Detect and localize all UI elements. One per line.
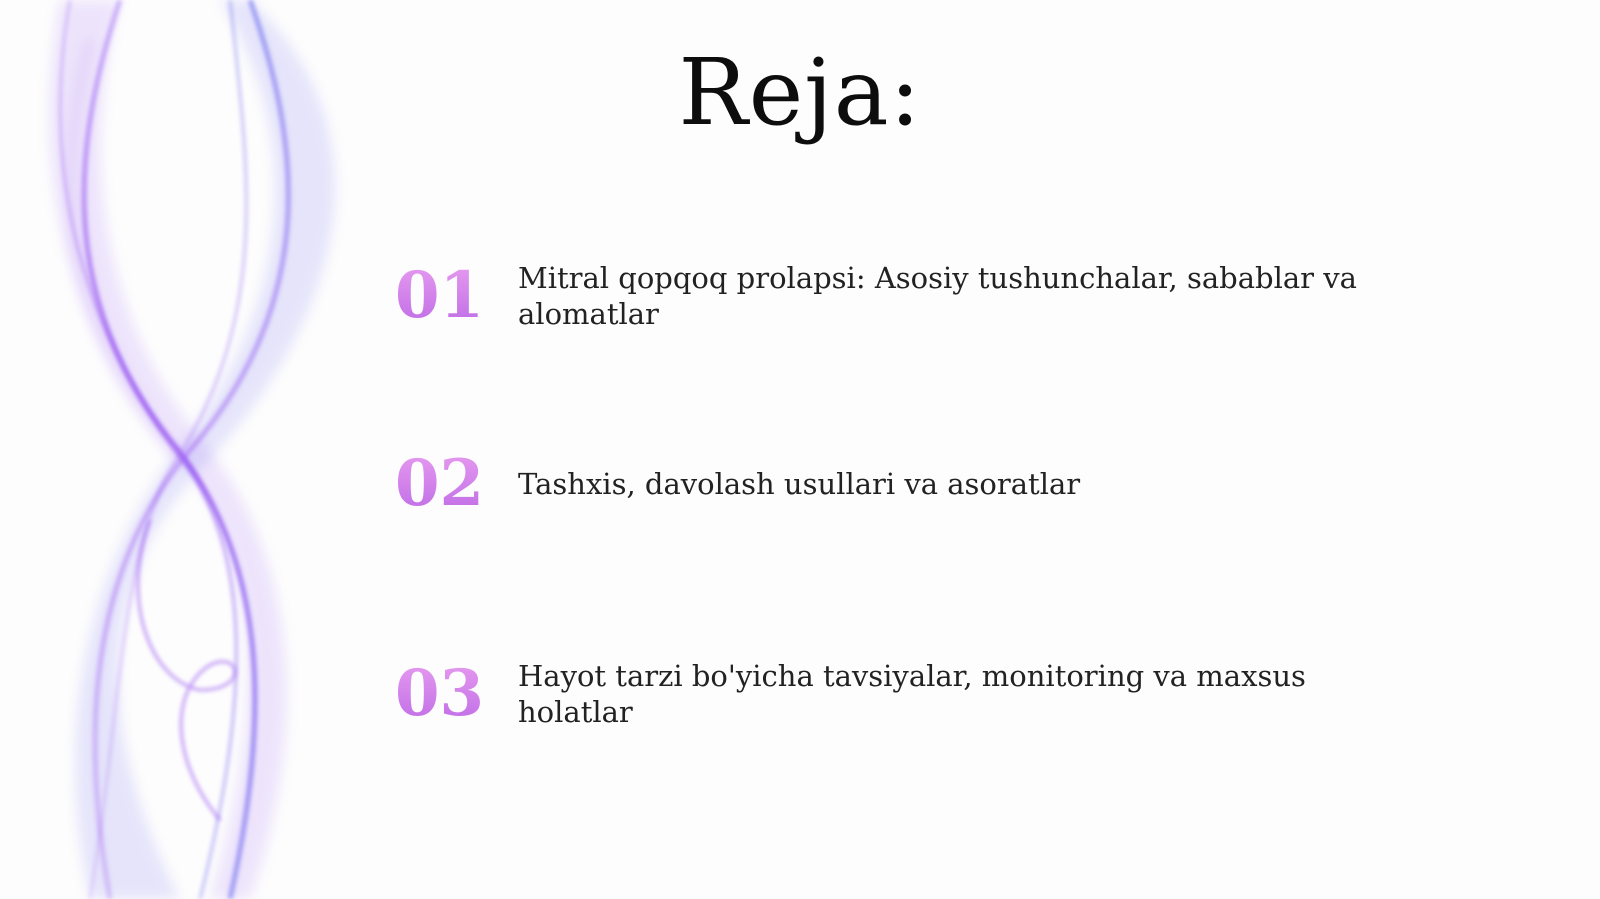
page-title: Reja: <box>678 39 922 146</box>
list-item <box>395 658 1545 730</box>
list-item <box>395 446 1545 521</box>
list-item <box>395 260 1545 332</box>
item-number: 02 <box>395 452 518 516</box>
item-text: Mitral qopqoq prolapsi: Asosiy tushunchalar, sabablar va alomatlar <box>518 261 1357 331</box>
item-text: Tashxis, davolash usullari va asoratlar <box>518 467 1081 501</box>
item-number: 03 <box>395 662 518 726</box>
item-text: Hayot tarzi bo'yicha tavsiyalar, monitoring va maxsus holatlar <box>518 659 1306 729</box>
item-number: 01 <box>395 264 518 328</box>
